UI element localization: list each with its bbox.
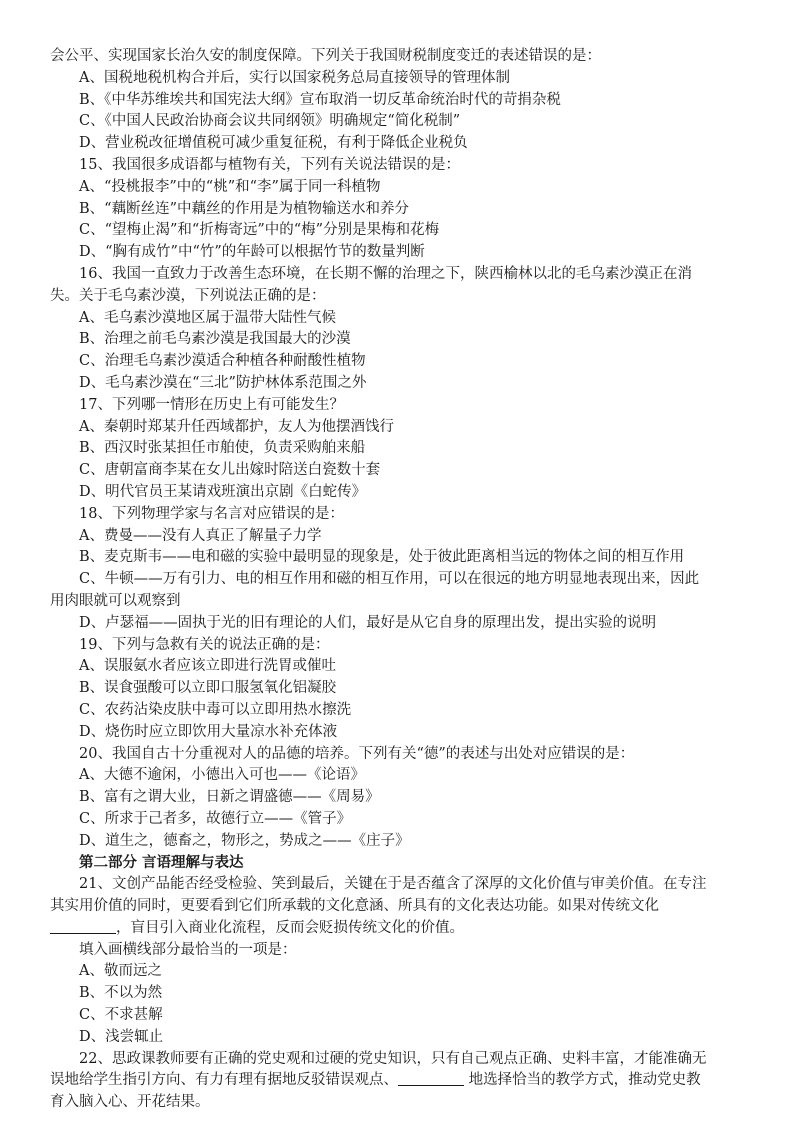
q21-option-d: D、浅尝辄止 xyxy=(79,1028,164,1045)
q22-stem-line3: 育入脑入心、开花结果。 xyxy=(50,1094,210,1111)
q16-option-b: B、治理之前毛乌素沙漠是我国最大的沙漠 xyxy=(79,331,351,348)
q17-stem: 17、下列哪一情形在历史上有可能发生？ xyxy=(79,396,344,413)
q18-option-c-line2: 用肉眼就可以观察到 xyxy=(50,592,181,609)
q22-stem-line1: 22、思政课教师要有正确的党史观和过硬的党史知识，只有自己观点正确、史料丰富，才能准确无 xyxy=(79,1050,707,1067)
q16-stem-line1: 16、我国一直致力于改善生态环境，在长期不懈的治理之下，陕西榆林以北的毛乌素沙漠正在消 xyxy=(79,265,692,282)
q17-option-c: C、唐朝富商李某在女儿出嫁时陪送白瓷数十套 xyxy=(79,462,381,479)
q22-answer-blank xyxy=(398,1071,464,1086)
q21-stem-line3 xyxy=(50,918,758,940)
q20-option-c: C、所求于己者多，故德行立——《管子》 xyxy=(79,810,352,827)
q19-option-c: C、农药沾染皮肤中毒可以立即用热水擦洗 xyxy=(79,701,352,718)
q16-option-c: C、治理毛乌素沙漠适合种植各种耐酸性植物 xyxy=(79,353,366,370)
q16-option-d: D、毛乌素沙漠在“三北”防护林体系范围之外 xyxy=(79,374,367,391)
q19-option-a: A、误服氨水者应该立即进行洗胃或催吐 xyxy=(79,658,336,675)
q22-stem-line2 xyxy=(50,1070,758,1092)
q15-stem: 15、我国很多成语都与植物有关，下列有关说法错误的是： xyxy=(79,156,460,173)
q14-option-a: A、国税地税机构合并后，实行以国家税务总局直接领导的管理体制 xyxy=(79,69,510,86)
q21-stem-line3-text: ，盲目引入商业化流程，反而会贬损传统文化的价值。 xyxy=(116,919,464,936)
document-page xyxy=(50,46,758,1114)
q14-stem-tail: 会公平、实现国家长治久安的制度保障。下列关于我国财税制度变迁的表述错误的是： xyxy=(50,48,601,64)
q18-option-c-line1: C、牛顿——万有引力、电的相互作用和磁的相互作用，可以在很远的地方明显地表现出来，因此 xyxy=(79,571,700,588)
section-heading: 第二部分 言语理解与表达 xyxy=(79,854,244,872)
q18-option-a: A、费曼——没有人真正了解量子力学 xyxy=(79,527,322,544)
q18-stem: 18、下列物理学家与名言对应错误的是： xyxy=(79,505,344,522)
q17-option-b: B、西汉时张某担任市舶使，负责采购舶来船 xyxy=(79,440,366,457)
q16-option-a: A、毛乌素沙漠地区属于温带大陆性气候 xyxy=(79,309,336,326)
q20-option-d: D、道生之，德畜之，物形之，势成之——《庄子》 xyxy=(79,832,410,849)
q17-option-a: A、秦朝时郑某升任西域都护，友人为他摆酒饯行 xyxy=(79,418,394,435)
q19-option-b: B、误食强酸可以立即口服氢氧化铝凝胶 xyxy=(79,680,337,697)
q15-option-c: C、“望梅止渴”和“折梅寄远”中的“梅”分别是果梅和花梅 xyxy=(79,222,440,239)
q22-stem-line2-before: 误地给学生指引方向、有力有理有据地反驳错误观点、 xyxy=(50,1072,398,1089)
q15-option-d: D、“胸有成竹”中“竹”的年龄可以根据竹节的数量判断 xyxy=(79,244,425,261)
q20-option-b: B、富有之谓大业，日新之谓盛德——《周易》 xyxy=(79,789,380,806)
q21-option-b: B、不以为然 xyxy=(79,985,163,1002)
q21-stem-line2: 其实用价值的同时，更要看到它们所承载的文化意涵、所具有的文化表达功能。如果对传统文化 xyxy=(50,898,659,915)
q21-answer-blank xyxy=(50,919,116,934)
q18-option-d: D、卢瑟福——固执于光的旧有理论的人们，最好是从它自身的原理出发，提出实验的说明 xyxy=(79,614,657,631)
q14-option-d: D、营业税改征增值税可减少重复征税，有利于降低企业税负 xyxy=(79,135,468,152)
q21-option-c: C、不求甚解 xyxy=(79,1007,163,1024)
q18-option-b: B、麦克斯韦——电和磁的实验中最明显的现象是，处于彼此距离相当远的物体之间的相互作用 xyxy=(79,549,685,566)
q14-option-b: B、《中华苏维埃共和国宪法大纲》宣布取消一切反革命统治时代的苛捐杂税 xyxy=(79,91,561,108)
q19-option-d: D、烧伤时应立即饮用大量凉水补充体液 xyxy=(79,723,338,740)
q14-option-c: C、《中国人民政治协商会议共同纲领》明确规定“简化税制” xyxy=(79,113,461,130)
q21-prompt: 填入画横线部分最恰当的一项是： xyxy=(79,941,297,958)
q19-stem: 19、下列与急救有关的说法正确的是： xyxy=(79,636,330,653)
q20-stem: 20、我国自古十分重视对人的品德的培养。下列有关“德”的表述与出处对应错误的是： xyxy=(79,745,635,762)
q16-stem-line2: 失。关于毛乌素沙漠，下列说法正确的是： xyxy=(50,287,326,304)
q22-stem-line2-after: 地选择恰当的教学方式，推动党史教 xyxy=(464,1072,701,1089)
q15-option-a: A、“投桃报李”中的“桃”和“李”属于同一科植物 xyxy=(79,178,381,195)
q21-stem-line1: 21、文创产品能否经受检验、笑到最后，关键在于是否蕴含了深厚的文化价值与审美价值。在专注 xyxy=(79,876,707,893)
q17-option-d: D、明代官员王某请戏班演出京剧《白蛇传》 xyxy=(79,483,367,500)
q20-option-a: A、大德不逾闲，小德出入可也——《论语》 xyxy=(79,767,365,784)
q15-option-b: B、“藕断丝连”中藕丝的作用是为植物输送水和养分 xyxy=(79,200,409,217)
q21-option-a: A、敬而远之 xyxy=(79,963,162,980)
